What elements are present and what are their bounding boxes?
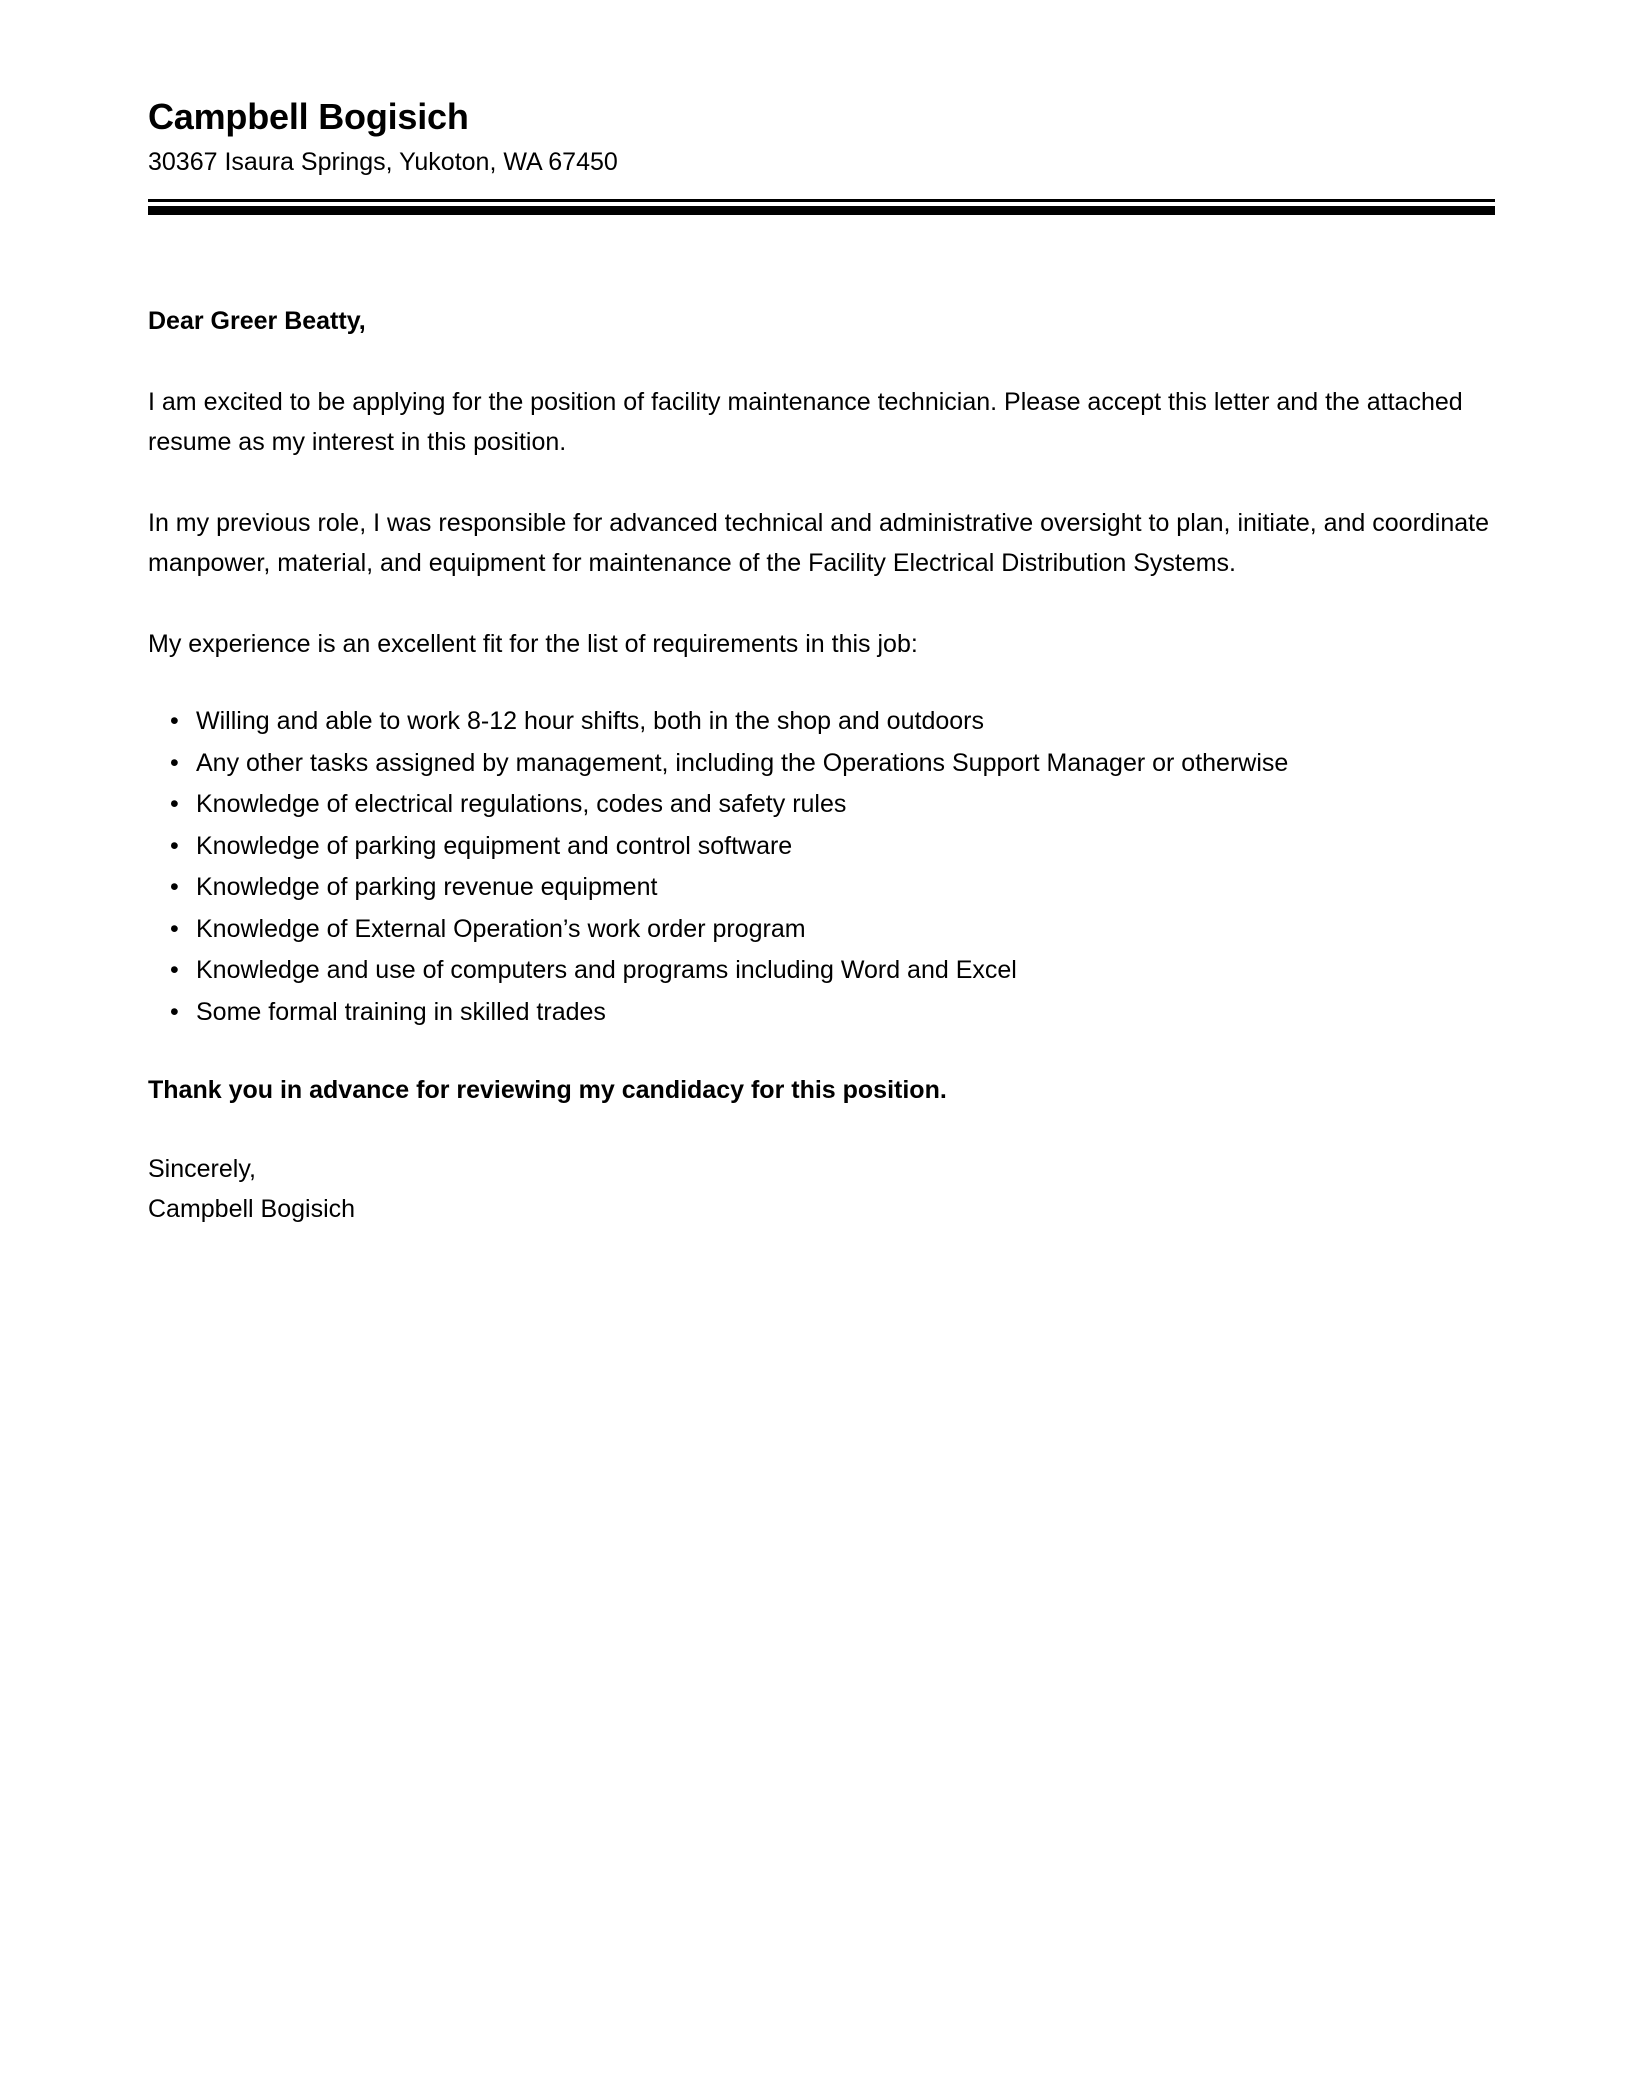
list-item-label: Willing and able to work 8-12 hour shifts, both in the shop and outdoors [196,707,984,736]
letterhead [148,0,1495,215]
list-item [148,704,1495,740]
list-item [148,912,1495,948]
bullet-icon: • [170,790,179,819]
salutation: Dear Greer Beatty, [148,307,366,336]
header-divider-thick-line [148,206,1495,215]
requirements-list [148,704,1495,1030]
list-item-label: Knowledge of electrical regulations, codes and safety rules [196,790,847,819]
list-item-label: Knowledge and use of computers and programs including Word and Excel [196,956,1017,985]
bullet-icon: • [170,707,179,736]
body-paragraph-intro: I am excited to be applying for the position of facility maintenance technician. Please accept this letter and the attached resume as my interest in this position. [148,387,1463,457]
bullet-icon: • [170,831,179,860]
letter-body [148,301,1495,1230]
list-item [148,746,1495,782]
list-item-label: Any other tasks assigned by management, including the Operations Support Manager or otherwise [196,748,1289,777]
sign-off: Sincerely, [148,1154,256,1183]
signature-name: Campbell Bogisich [148,1195,356,1224]
bullet-icon: • [170,997,179,1026]
letter-content-column [148,0,1495,1230]
bullet-icon: • [170,956,179,985]
list-item [148,953,1495,989]
sender-address: 30367 Isaura Springs, Yukoton, WA 67450 [148,148,618,177]
body-paragraph-experience: In my previous role, I was responsible for advanced technical and administrative oversight to plan, initiate, and coordinate manpower, material, and equipment for maintenance of the Facility Electrical Distribution Systems. [148,508,1490,578]
list-item [148,829,1495,865]
sender-name: Campbell Bogisich [148,96,469,137]
list-item-label: Knowledge of parking equipment and control software [196,831,793,860]
list-item [148,787,1495,823]
bullet-icon: • [170,914,179,943]
list-item-label: Some formal training in skilled trades [196,997,606,1026]
list-item [148,995,1495,1031]
list-item-label: Knowledge of parking revenue equipment [196,873,658,902]
list-item [148,870,1495,906]
list-item-label: Knowledge of External Operation’s work order program [196,914,806,943]
bullet-icon: • [170,748,179,777]
signature-block [148,1149,1495,1230]
requirements-list-intro: My experience is an excellent fit for the list of requirements in this job: [148,629,918,658]
closing-statement: Thank you in advance for reviewing my candidacy for this position. [148,1076,947,1105]
header-divider [148,199,1495,215]
bullet-icon: • [170,873,179,902]
